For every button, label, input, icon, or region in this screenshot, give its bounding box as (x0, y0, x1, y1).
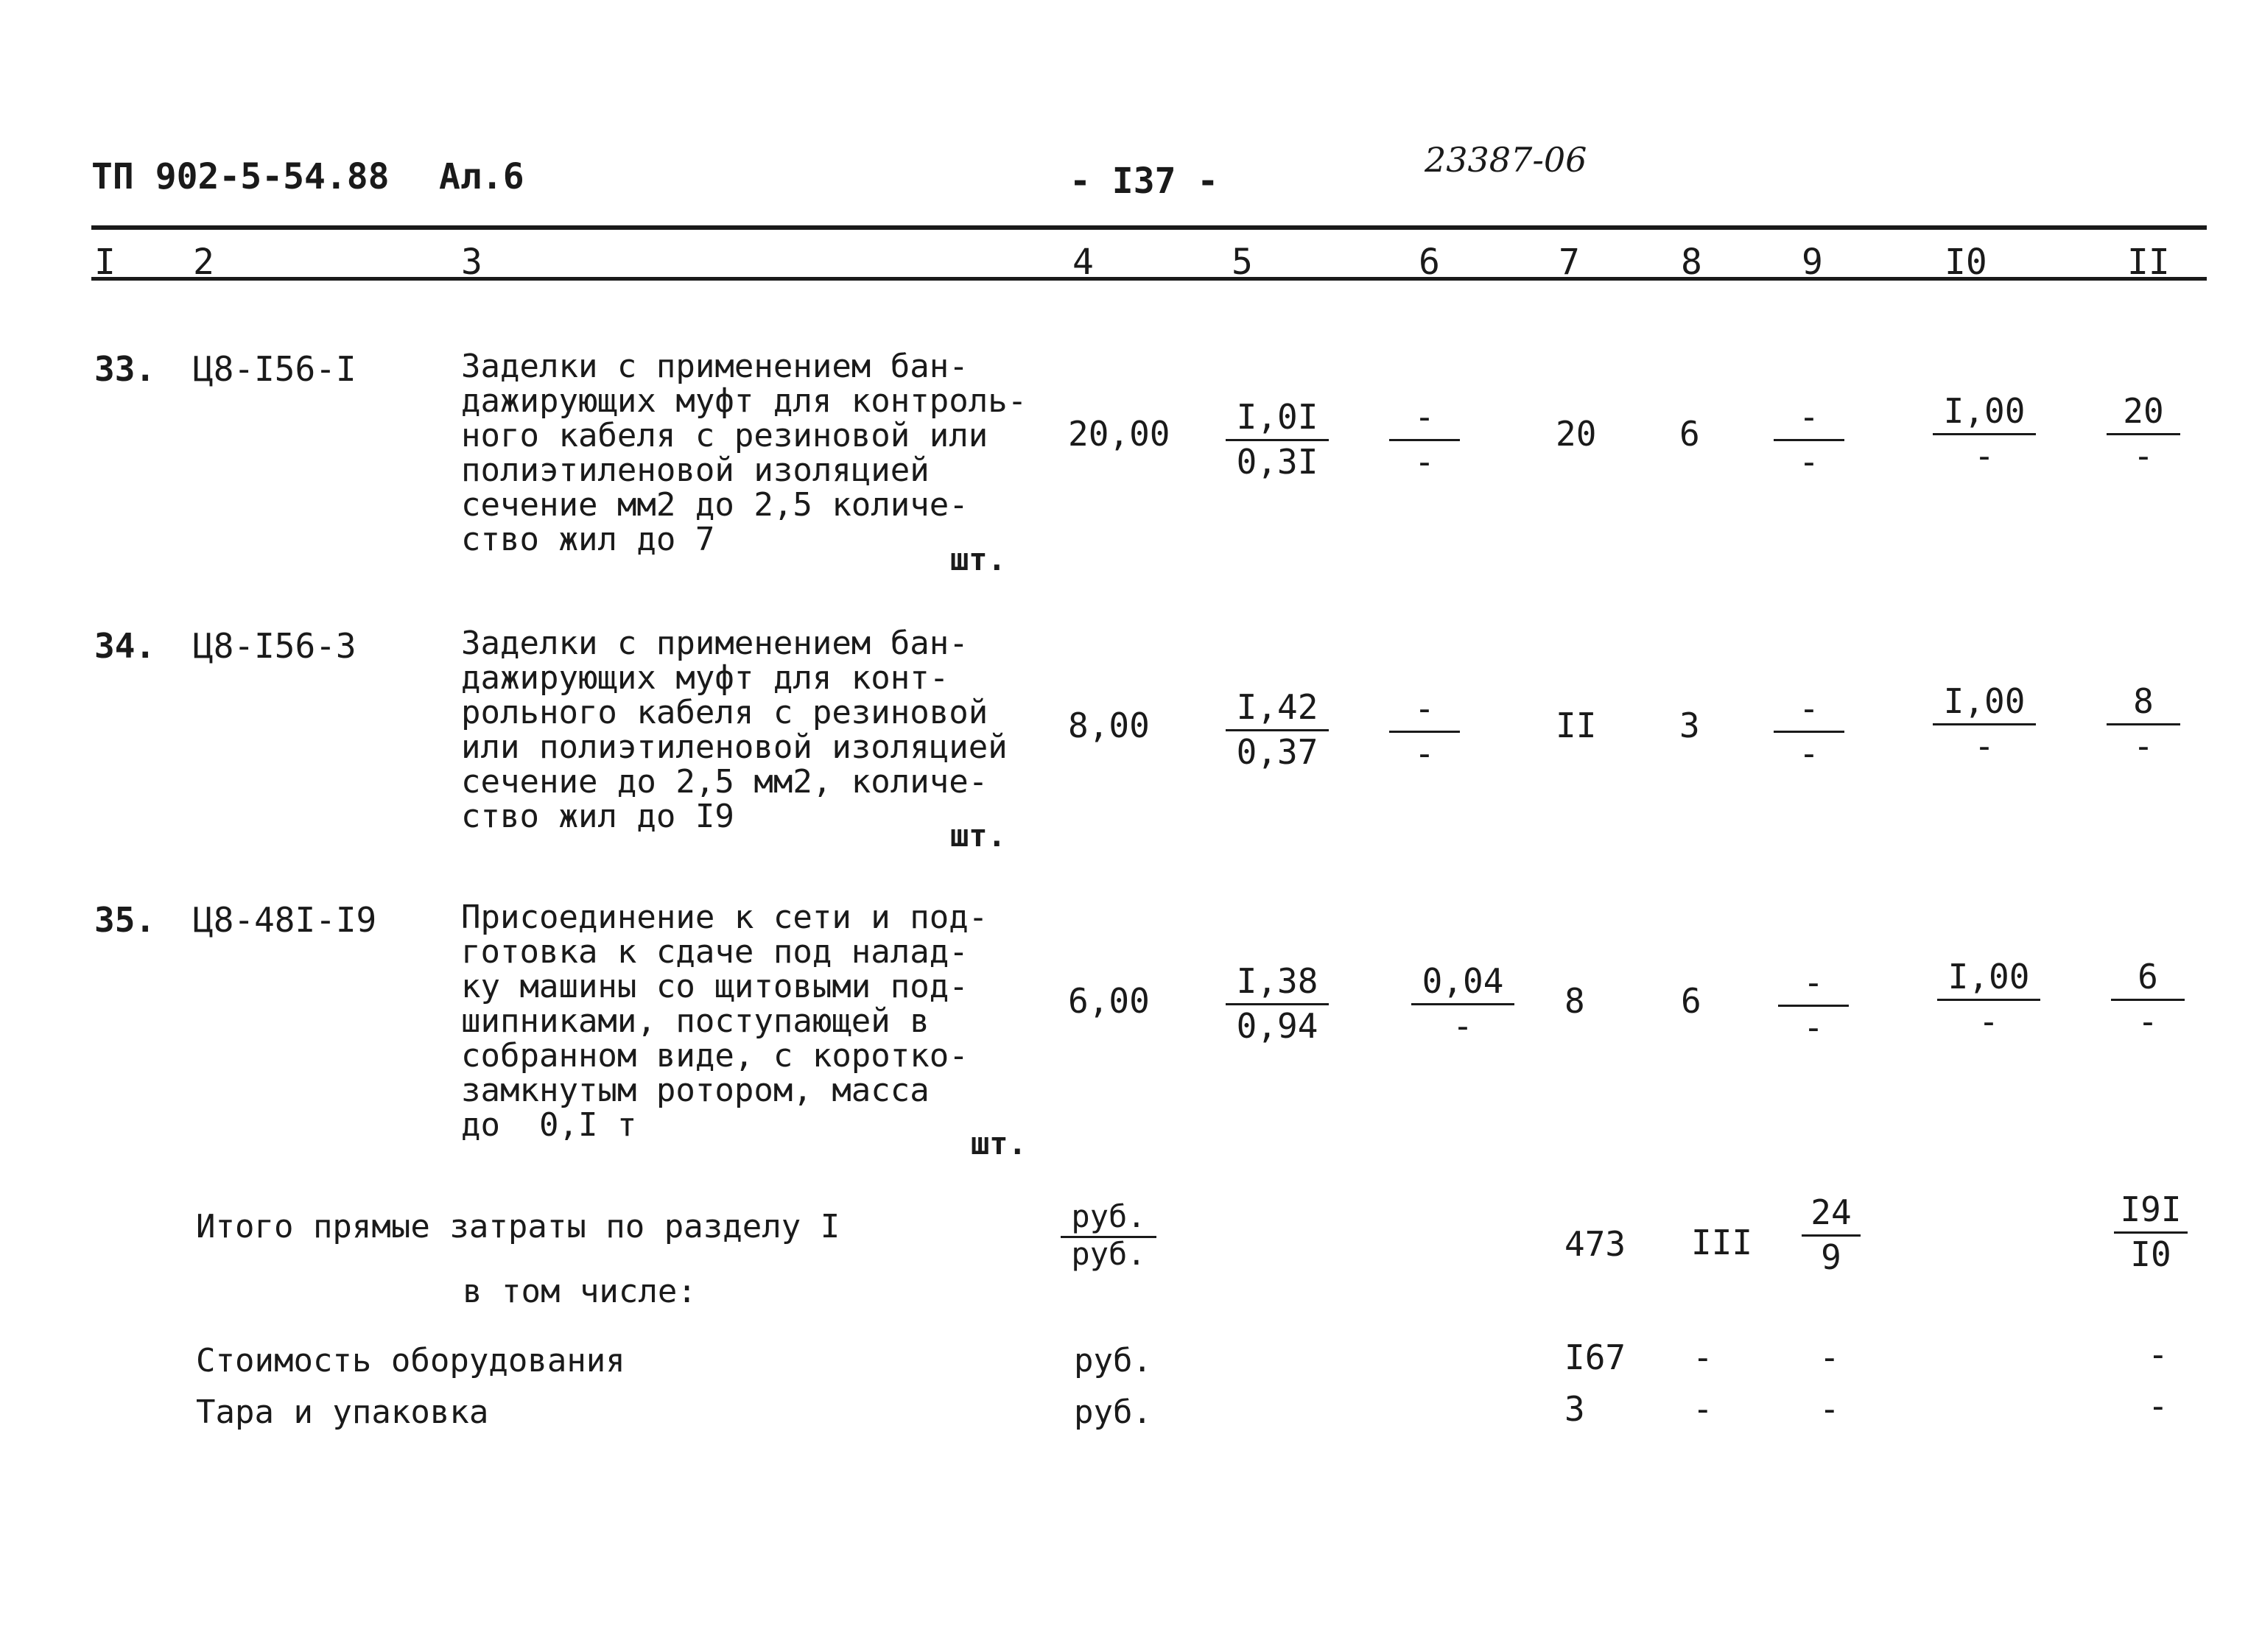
col4-value: 20,00 (1068, 414, 1170, 454)
col-header-8: 8 (1681, 242, 1702, 283)
totals-col11-numerator: I9I (2114, 1190, 2188, 1234)
col10-denominator: - (1978, 1002, 1999, 1041)
including-label: в том числе: (463, 1273, 697, 1310)
row-code: Ц8-48I-I9 (193, 900, 377, 940)
col7-value: II (1556, 706, 1597, 745)
packing-col7: 3 (1564, 1389, 1585, 1429)
row-number: 34. (94, 626, 156, 666)
totals-col9-denominator: 9 (1821, 1237, 1841, 1277)
col6-denominator: - (1414, 442, 1435, 482)
col9-fraction (1778, 963, 1849, 1048)
packing-label: Тара и упаковка (196, 1393, 489, 1431)
col8-value: 3 (1679, 706, 1700, 745)
handwritten-stamp: 23387-06 (1425, 140, 1587, 180)
col10-fraction (1933, 682, 2036, 767)
col5-numerator: I,38 (1226, 962, 1329, 1005)
col10-numerator: I,00 (1937, 957, 2040, 1001)
row-description: Заделки с применением бан- дажирующих муфт для конт- рольного кабеля с резиновой или полиэтиленовой изоляцией сечение до 2,5 мм2, количе- ство жил до I9 (461, 625, 1008, 835)
doc-code: ТП 902-5-54.88 (91, 156, 390, 197)
col5-fraction (1226, 398, 1329, 482)
equipment-label: Стоимость оборудования (196, 1342, 625, 1379)
col5-numerator: I,42 (1226, 688, 1329, 731)
row-unit: шт. (950, 541, 1006, 577)
col6-denominator: - (1453, 1006, 1473, 1046)
col-header-11: II (2127, 242, 2170, 283)
col11-numerator: 20 (2107, 392, 2180, 435)
col-header-3: 3 (461, 242, 482, 283)
col5-denominator: 0,3I (1236, 442, 1318, 482)
col10-fraction (1933, 392, 2036, 477)
totals-col8: III (1691, 1223, 1753, 1262)
col4-value: 8,00 (1068, 706, 1150, 745)
col11-fraction (2111, 957, 2185, 1042)
col6-fraction (1411, 962, 1514, 1047)
col6-numerator: - (1389, 398, 1460, 441)
col-header-7: 7 (1559, 242, 1580, 283)
totals-unit-numerator: руб. (1061, 1201, 1156, 1238)
col10-denominator: - (1974, 436, 1995, 476)
col-header-6: 6 (1419, 242, 1440, 283)
totals-col9-fraction (1802, 1193, 1861, 1278)
col-header-10: I0 (1945, 242, 1987, 283)
col8-value: 6 (1679, 414, 1700, 454)
col5-denominator: 0,37 (1236, 732, 1318, 772)
col-header-9: 9 (1802, 242, 1823, 283)
row-unit: шт. (971, 1125, 1027, 1161)
totals-col11-fraction (2114, 1190, 2188, 1275)
packing-col9: - (1819, 1389, 1840, 1429)
col9-numerator: - (1774, 689, 1844, 733)
equipment-unit: руб. (1074, 1342, 1152, 1379)
col-header-4: 4 (1072, 242, 1094, 283)
row-number: 35. (94, 900, 156, 940)
col11-numerator: 6 (2111, 957, 2185, 1001)
col6-numerator: 0,04 (1411, 962, 1514, 1005)
packing-col8: - (1693, 1389, 1713, 1429)
row-number: 33. (94, 349, 156, 389)
col5-numerator: I,0I (1226, 398, 1329, 441)
page-number: - I37 - (1069, 161, 1219, 202)
header-top-rule (91, 225, 2207, 230)
col10-numerator: I,00 (1933, 392, 2036, 435)
col9-numerator: - (1778, 963, 1849, 1007)
col5-fraction (1226, 688, 1329, 773)
col9-fraction (1774, 398, 1844, 482)
col9-fraction (1774, 689, 1844, 774)
col6-denominator: - (1414, 734, 1435, 773)
row-unit: шт. (950, 818, 1006, 854)
col5-fraction (1226, 962, 1329, 1047)
col11-fraction (2107, 682, 2180, 767)
equipment-col11: - (2148, 1335, 2168, 1374)
col11-denominator: - (2133, 436, 2154, 476)
equipment-col7: I67 (1564, 1338, 1626, 1377)
col7-value: 20 (1556, 414, 1597, 454)
col10-fraction (1937, 957, 2040, 1042)
totals-unit-fraction (1061, 1198, 1156, 1272)
packing-col11: - (2148, 1386, 2168, 1426)
packing-unit: руб. (1074, 1393, 1152, 1431)
totals-col9-numerator: 24 (1802, 1193, 1861, 1237)
col7-value: 8 (1564, 981, 1585, 1021)
col9-denominator: - (1799, 734, 1819, 773)
equipment-col9: - (1819, 1338, 1840, 1377)
row-description: Присоединение к сети и под- готовка к сдаче под налад- ку машины со щитовыми под- шипниками, поступающей в собранном виде, с коротко- замкнутым ротором, масса до 0,I т (461, 899, 988, 1144)
col11-numerator: 8 (2107, 682, 2180, 725)
totals-unit-denominator: руб. (1071, 1236, 1146, 1272)
row-description: Заделки с применением бан- дажирующих муфт для контроль- ного кабеля с резиновой или полиэтиленовой изоляцией сечение мм2 до 2,5 количе- ство жил до 7 (461, 348, 1028, 558)
col11-denominator: - (2138, 1002, 2158, 1041)
totals-col7: 473 (1564, 1224, 1626, 1264)
col9-denominator: - (1799, 442, 1819, 482)
col6-fraction (1389, 398, 1460, 482)
col10-denominator: - (1974, 726, 1995, 766)
album-number: Ал.6 (439, 156, 524, 197)
col-header-5: 5 (1232, 242, 1253, 283)
col5-denominator: 0,94 (1236, 1006, 1318, 1046)
col6-fraction (1389, 689, 1460, 774)
totals-col11-denominator: I0 (2130, 1234, 2171, 1274)
col-header-2: 2 (193, 242, 214, 283)
equipment-col8: - (1693, 1338, 1713, 1377)
row-code: Ц8-I56-I (193, 349, 356, 389)
col11-denominator: - (2133, 726, 2154, 766)
col-header-1: I (94, 242, 116, 283)
col9-denominator: - (1803, 1008, 1824, 1047)
col6-numerator: - (1389, 689, 1460, 733)
col8-value: 6 (1681, 981, 1701, 1021)
col10-numerator: I,00 (1933, 682, 2036, 725)
header-bottom-rule (91, 277, 2207, 281)
col4-value: 6,00 (1068, 981, 1150, 1021)
col9-numerator: - (1774, 398, 1844, 441)
col11-fraction (2107, 392, 2180, 477)
totals-label: Итого прямые затраты по разделу I (196, 1208, 840, 1245)
row-code: Ц8-I56-3 (193, 626, 356, 666)
